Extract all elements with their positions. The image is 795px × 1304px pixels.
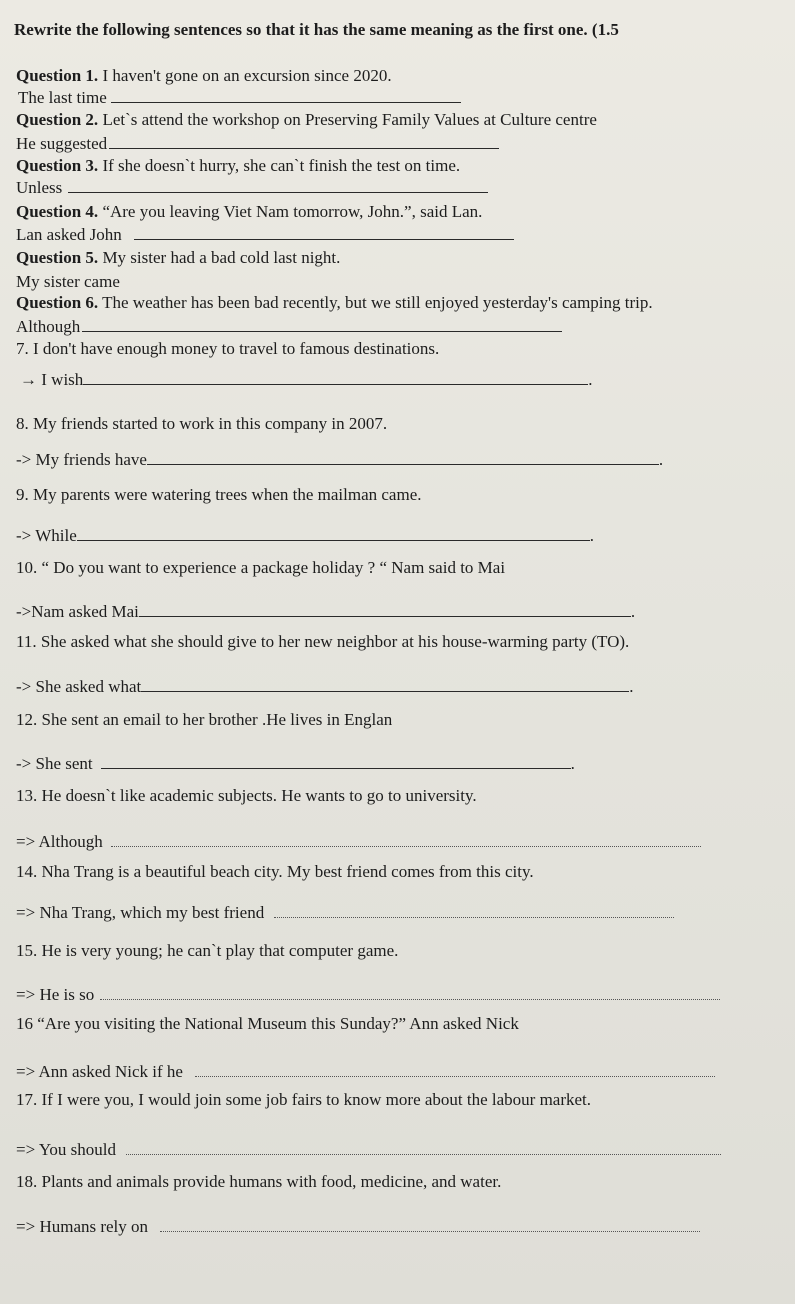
arrow-icon: => (16, 1217, 36, 1236)
question-6-text: The weather has been bad recently, but we still enjoyed yesterday's camping trip. (98, 293, 653, 312)
item-11-end: . (629, 677, 634, 696)
item-14-sentence: 14. Nha Trang is a beautiful beach city. My best friend comes from this city. (16, 862, 534, 881)
item-13-sentence: 13. He doesn`t like academic subjects. He wants to go to university. (16, 786, 477, 805)
item-8-answer-line (16, 450, 663, 470)
item-17-sentence: 17. If I were you, I would join some job fairs to know more about the labour market. (16, 1090, 592, 1109)
item-7-blank[interactable] (83, 370, 588, 385)
question-1-label: Question 1. (16, 66, 99, 85)
item-14-answer-line (16, 903, 674, 923)
item-11-prompt: She asked what (35, 677, 142, 696)
question-6-label: Question 6. (16, 293, 99, 312)
item-7-prompt: I wish (41, 370, 84, 389)
item-9-end: . (589, 526, 594, 545)
question-2-blank[interactable] (109, 134, 499, 149)
item-16-answer-line (16, 1062, 715, 1082)
item-10-prompt: Nam asked Mai (31, 602, 139, 621)
question-4-label: Question 4. (16, 202, 99, 221)
question-4-sentence (16, 202, 482, 222)
question-5-answer-line (16, 272, 120, 292)
item-13-prompt: Although (38, 832, 103, 851)
question-5-text: My sister had a bad cold last night. (98, 248, 341, 267)
item-12-blank[interactable] (101, 754, 571, 769)
item-10-blank[interactable] (139, 602, 631, 617)
item-10-answer-line (16, 602, 635, 622)
question-5-prompt: My sister came (16, 272, 120, 291)
arrow-icon: => (16, 985, 36, 1004)
item-9-prompt: While (35, 526, 77, 545)
question-3-text: If she doesn`t hurry, she can`t finish the test on time. (98, 156, 461, 175)
question-1-answer-line (18, 88, 461, 108)
item-15-prompt: He is so (39, 985, 95, 1004)
item-15-blank[interactable] (100, 985, 720, 1000)
item-18-answer-line (16, 1217, 700, 1237)
item-12-end: . (570, 754, 575, 773)
arrow-icon: -> (16, 754, 32, 773)
arrow-icon: -> (16, 450, 32, 469)
question-4-answer-line (16, 225, 514, 245)
arrow-icon: => (16, 832, 36, 851)
item-8-sentence: 8. My friends started to work in this company in 2007. (16, 414, 388, 433)
item-18-prompt: Humans rely on (39, 1217, 149, 1236)
item-10-end: . (630, 602, 636, 621)
arrow-icon: => (16, 903, 36, 922)
item-11-sentence: 11. She asked what she should give to her new neighbor at his house-warming party (TO). (16, 632, 630, 651)
item-9-sentence: 9. My parents were watering trees when the mailman came. (16, 485, 422, 504)
item-11-answer-line (16, 677, 634, 697)
item-14-prompt: Nha Trang, which my best friend (39, 903, 265, 922)
item-13-blank[interactable] (111, 832, 701, 847)
item-18-blank[interactable] (160, 1217, 700, 1232)
item-13-answer-line (16, 832, 701, 852)
question-6-prompt: Although (16, 317, 81, 336)
arrow-icon: => (16, 1062, 36, 1081)
item-12-prompt: She sent (35, 754, 93, 773)
question-3-label: Question 3. (16, 156, 99, 175)
item-12-answer-line (16, 754, 575, 774)
arrow-icon: -> (16, 526, 32, 545)
item-9-blank[interactable] (77, 526, 590, 541)
arrow-icon: → (20, 370, 37, 389)
item-16-sentence: 16 “Are you visiting the National Museum this Sunday?” Ann asked Nick (16, 1014, 519, 1033)
instruction-heading: Rewrite the following sentences so that it has the same meaning as the first one. (1.5 (14, 20, 619, 39)
question-2-prompt: He suggested (16, 134, 108, 153)
question-5-sentence (16, 248, 340, 268)
question-4-prompt: Lan asked John (16, 225, 122, 244)
item-15-answer-line (16, 985, 720, 1005)
item-8-end: . (658, 450, 664, 469)
question-2-label: Question 2. (16, 110, 99, 129)
question-2-sentence (16, 110, 597, 130)
item-16-blank[interactable] (195, 1062, 715, 1077)
item-18-sentence: 18. Plants and animals provide humans with food, medicine, and water. (16, 1172, 502, 1191)
item-10-sentence: 10. “ Do you want to experience a package holiday ? “ Nam said to Mai (16, 558, 506, 577)
question-1-text: I haven't gone on an excursion since 2020. (98, 66, 392, 85)
item-14-blank[interactable] (274, 903, 674, 918)
arrow-icon: -> (16, 677, 32, 696)
question-3-blank[interactable] (68, 178, 488, 193)
question-2-answer-line (16, 134, 499, 154)
item-17-prompt: You should (38, 1140, 116, 1159)
question-5-label: Question 5. (16, 248, 99, 267)
question-4-text: “Are you leaving Viet Nam tomorrow, John.”, said Lan. (98, 202, 483, 221)
item-9-answer-line (16, 526, 594, 546)
item-15-sentence: 15. He is very young; he can`t play that computer game. (16, 941, 399, 960)
item-8-blank[interactable] (147, 450, 659, 465)
item-7-sentence: 7. I don't have enough money to travel to famous destinations. (16, 339, 440, 358)
item-12-sentence: 12. She sent an email to her brother .He lives in Englan (16, 710, 393, 729)
question-3-answer-line (16, 178, 488, 198)
item-7-end: . (588, 370, 593, 389)
question-1-blank[interactable] (111, 88, 461, 103)
item-8-prompt: My friends have (35, 450, 147, 469)
question-4-blank[interactable] (134, 225, 514, 240)
item-7-answer-line (20, 370, 593, 390)
item-17-blank[interactable] (126, 1140, 721, 1155)
question-6-sentence (16, 293, 653, 313)
question-1-sentence (16, 66, 392, 86)
question-3-sentence (16, 156, 460, 176)
question-6-answer-line (16, 317, 562, 337)
question-6-blank[interactable] (82, 317, 562, 332)
item-16-prompt: Ann asked Nick if he (38, 1062, 183, 1081)
question-1-prompt: The last time (18, 88, 107, 107)
item-11-blank[interactable] (141, 677, 629, 692)
arrow-icon: -> (16, 602, 32, 621)
arrow-icon: => (16, 1140, 36, 1159)
question-3-prompt: Unless (16, 178, 63, 197)
item-17-answer-line (16, 1140, 721, 1160)
question-2-text: Let`s attend the workshop on Preserving Family Values at Culture centre (98, 110, 597, 129)
